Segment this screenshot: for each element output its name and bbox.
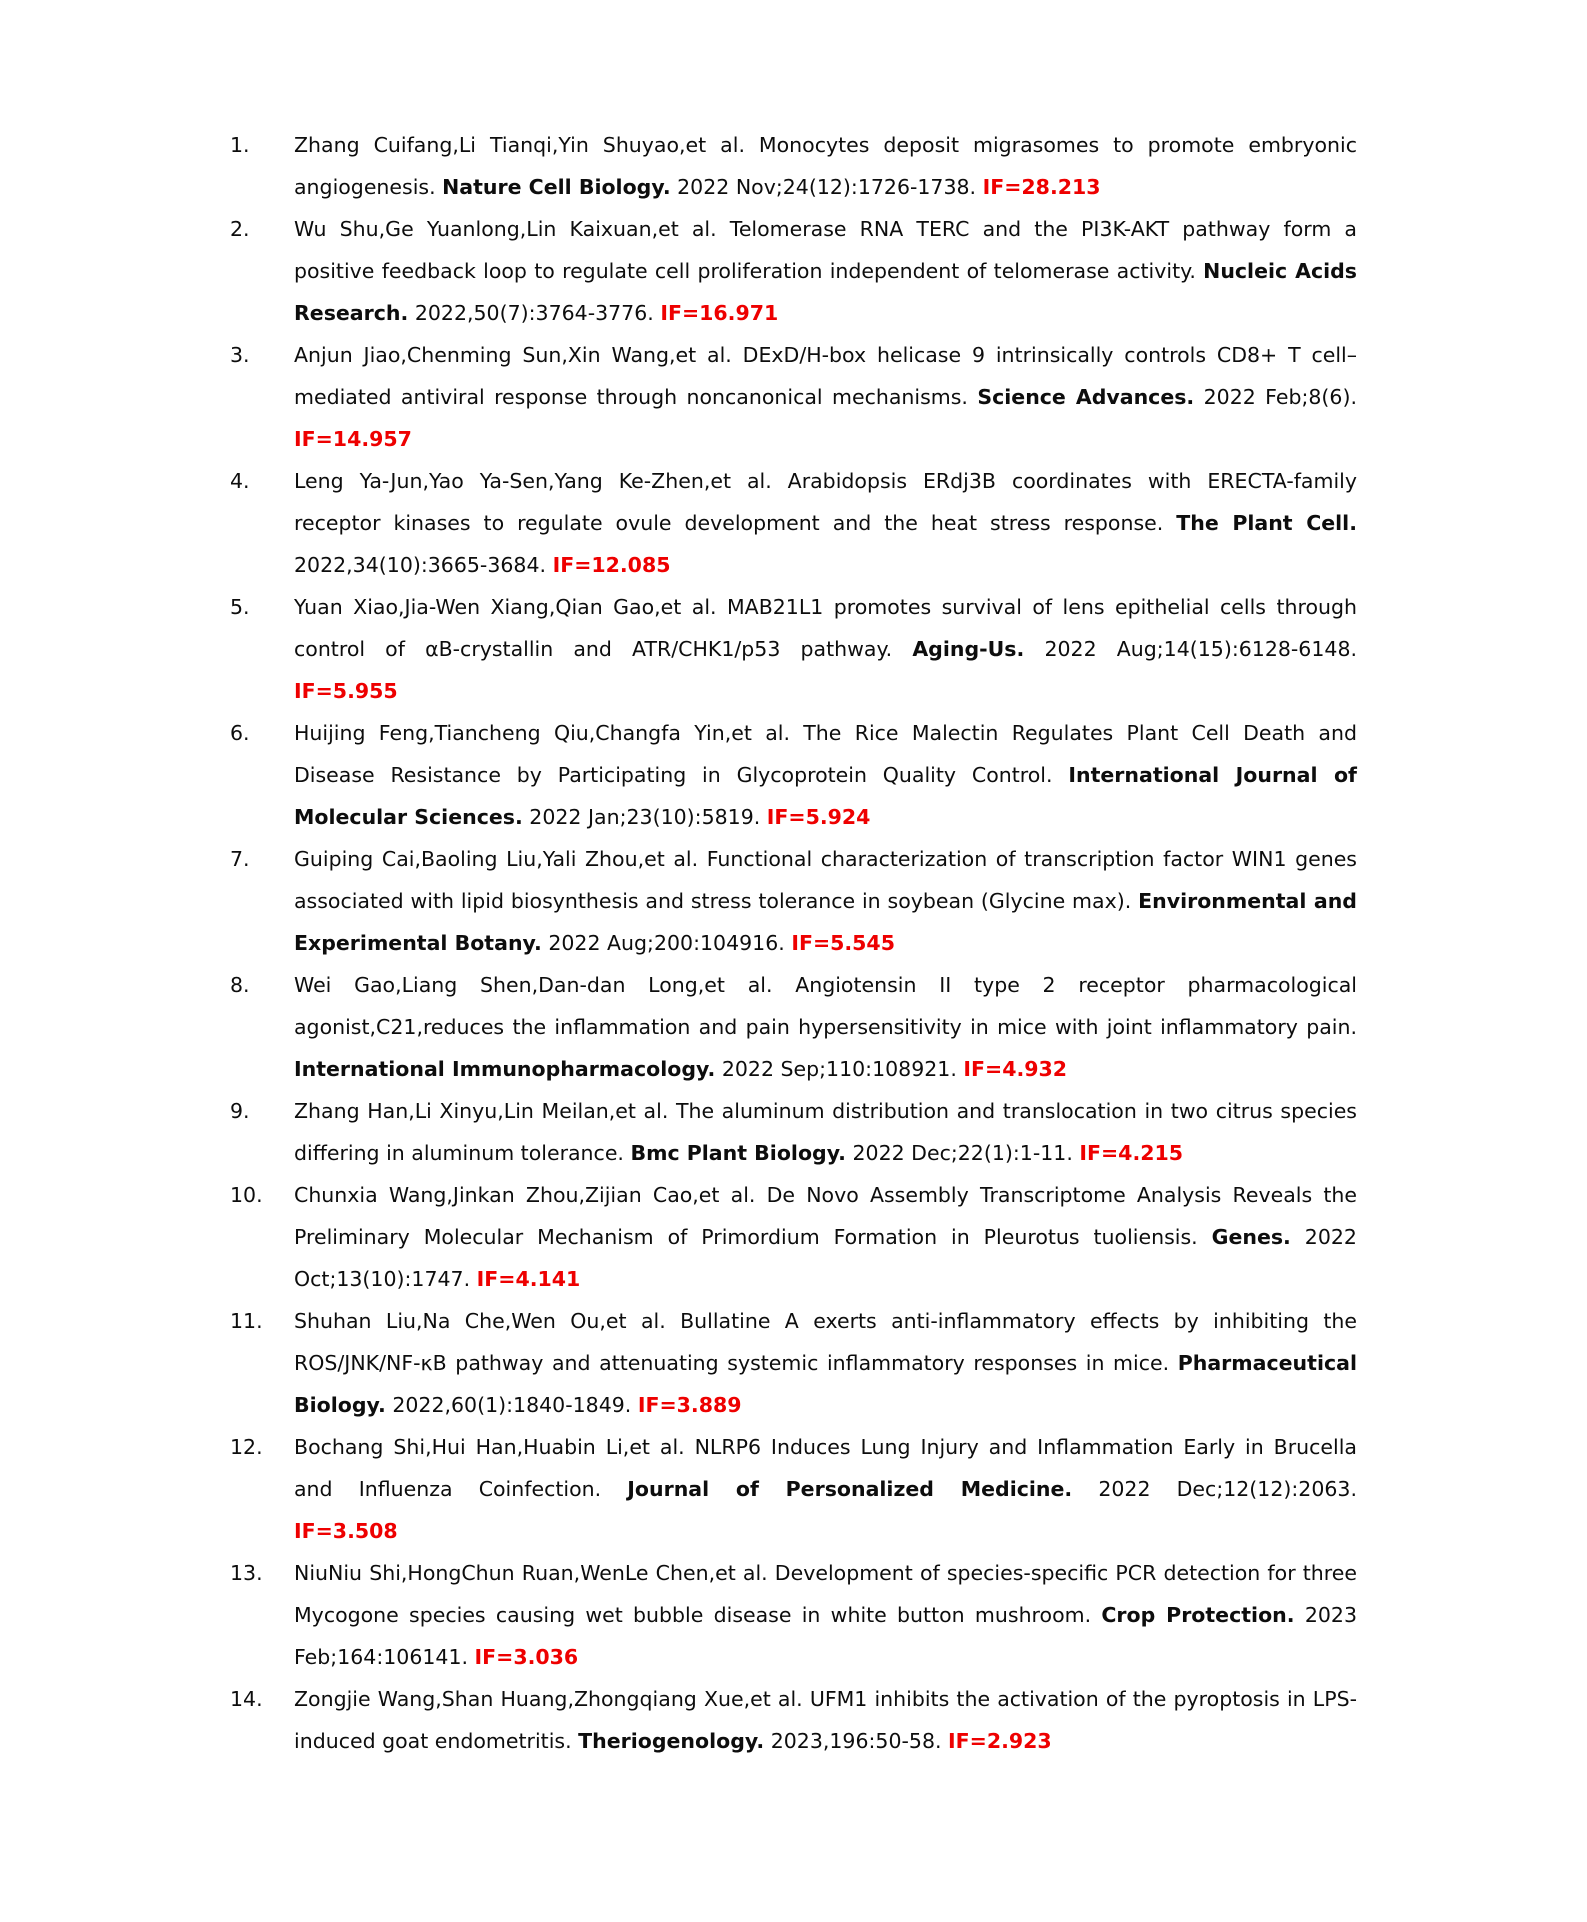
citation-body — [294, 712, 1357, 838]
citation-body — [294, 586, 1357, 712]
impact-factor: IF=12.085 — [552, 553, 671, 577]
citation-text: NiuNiu Shi,HongChun Ruan,WenLe Chen,et al. Development of species-specific PCR detection for three Mycogone species causing wet bubble disease in white button mushroom. — [294, 1561, 1357, 1627]
citation-number: 12. — [230, 1435, 263, 1459]
journal-name: Nature Cell Biology. — [442, 175, 671, 199]
citation-body — [294, 1426, 1357, 1552]
citation-body — [294, 1552, 1357, 1678]
citation-item — [230, 1174, 1357, 1300]
citation-number: 13. — [230, 1561, 263, 1585]
impact-factor: IF=3.889 — [637, 1393, 742, 1417]
citation-body — [294, 838, 1357, 964]
citation-item — [230, 334, 1357, 460]
citation-body — [294, 1300, 1357, 1426]
citation-text: Zhang Han,Li Xinyu,Lin Meilan,et al. The aluminum distribution and translocation in two citrus species differing in aluminum tolerance. — [294, 1099, 1357, 1165]
journal-name: International Immunopharmacology. — [294, 1057, 716, 1081]
citation-body — [294, 460, 1357, 586]
journal-name: Journal of Personalized Medicine. — [627, 1477, 1073, 1501]
impact-factor: IF=4.215 — [1079, 1141, 1184, 1165]
citation-number: 5. — [230, 595, 250, 619]
citation-number: 6. — [230, 721, 250, 745]
citation-details: 2022,34(10):3665-3684. — [294, 553, 547, 577]
citation-details: 2022,50(7):3764-3776. — [414, 301, 654, 325]
citation-details: 2022 Nov;24(12):1726-1738. — [677, 175, 977, 199]
citation-text: Wu Shu,Ge Yuanlong,Lin Kaixuan,et al. Telomerase RNA TERC and the PI3K-AKT pathway form a positive feedback loop to regulate cell proliferation independent of telomerase activity. — [294, 217, 1357, 283]
citation-number: 4. — [230, 469, 250, 493]
citation-text: Chunxia Wang,Jinkan Zhou,Zijian Cao,et al. De Novo Assembly Transcriptome Analysis Reveals the Preliminary Molecular Mechanism of Primordium Formation in Pleurotus tuoliensis. — [294, 1183, 1357, 1249]
citation-details: 2022 Oct;13(10):1747. — [294, 1225, 1357, 1291]
citation-item — [230, 1426, 1357, 1552]
citation-text: Huijing Feng,Tiancheng Qiu,Changfa Yin,et al. The Rice Malectin Regulates Plant Cell Death and Disease Resistance by Participating in Glycoprotein Quality Control. — [294, 721, 1357, 787]
citation-details: 2022 Jan;23(10):5819. — [529, 805, 761, 829]
journal-name: Bmc Plant Biology. — [630, 1141, 846, 1165]
impact-factor: IF=4.932 — [963, 1057, 1068, 1081]
citation-item — [230, 964, 1357, 1090]
citation-item — [230, 712, 1357, 838]
citation-item — [230, 838, 1357, 964]
journal-name: The Plant Cell. — [1176, 511, 1357, 535]
citation-number: 11. — [230, 1309, 263, 1333]
citation-number: 9. — [230, 1099, 250, 1123]
impact-factor: IF=5.924 — [766, 805, 871, 829]
impact-factor: IF=16.971 — [660, 301, 779, 325]
citation-text: Anjun Jiao,Chenming Sun,Xin Wang,et al. DExD/H-box helicase 9 intrinsically controls CD8+ T cell–mediated antiviral response through noncanonical mechanisms. — [294, 343, 1357, 409]
journal-name: Nucleic Acids Research. — [294, 259, 1357, 325]
citation-details: 2023,196:50-58. — [770, 1729, 942, 1753]
citation-item — [230, 586, 1357, 712]
citation-number: 7. — [230, 847, 250, 871]
citation-item — [230, 460, 1357, 586]
citation-body — [294, 1090, 1357, 1174]
citation-details: 2022 Feb;8(6). — [1203, 385, 1357, 409]
citation-number: 10. — [230, 1183, 263, 1207]
journal-name: Crop Protection. — [1101, 1603, 1295, 1627]
citation-item — [230, 1552, 1357, 1678]
citation-body — [294, 964, 1357, 1090]
impact-factor: IF=5.545 — [791, 931, 895, 955]
citation-body — [294, 334, 1357, 460]
citation-item — [230, 1090, 1357, 1174]
citation-number: 1. — [230, 133, 250, 157]
citation-body — [294, 124, 1357, 208]
citation-body — [294, 1174, 1357, 1300]
impact-factor: IF=28.213 — [982, 175, 1101, 199]
citation-number: 2. — [230, 217, 250, 241]
citation-list — [230, 124, 1357, 1762]
citation-text: Guiping Cai,Baoling Liu,Yali Zhou,et al. Functional characterization of transcription factor WIN1 genes associated with lipid biosynthesis and stress tolerance in soybean (Glycine max). — [294, 847, 1357, 913]
citation-item — [230, 1300, 1357, 1426]
impact-factor: IF=3.508 — [294, 1519, 398, 1543]
citation-text: Zongjie Wang,Shan Huang,Zhongqiang Xue,et al. UFM1 inhibits the activation of the pyroptosis in LPS-induced goat endometritis. — [294, 1687, 1357, 1753]
citation-body — [294, 208, 1357, 334]
journal-name: Pharmaceutical Biology. — [294, 1351, 1357, 1417]
citation-text: Wei Gao,Liang Shen,Dan-dan Long,et al. Angiotensin II type 2 receptor pharmacological agonist,C21,reduces the inflammation and pain hypersensitivity in mice with joint inflammatory pain. — [294, 973, 1357, 1039]
citation-number: 14. — [230, 1687, 263, 1711]
citation-details: 2023 Feb;164:106141. — [294, 1603, 1357, 1669]
journal-name: Science Advances. — [977, 385, 1195, 409]
citation-item — [230, 124, 1357, 208]
impact-factor: IF=14.957 — [294, 427, 412, 451]
impact-factor: IF=3.036 — [474, 1645, 579, 1669]
impact-factor: IF=4.141 — [476, 1267, 581, 1291]
citation-details: 2022,60(1):1840-1849. — [392, 1393, 632, 1417]
journal-name: Genes. — [1211, 1225, 1291, 1249]
citation-details: 2022 Sep;110:108921. — [721, 1057, 957, 1081]
citation-text: Bochang Shi,Hui Han,Huabin Li,et al. NLRP6 Induces Lung Injury and Inflammation Early in Brucella and Influenza Coinfection. — [294, 1435, 1357, 1501]
impact-factor: IF=5.955 — [294, 679, 398, 703]
citation-details: 2022 Aug;200:104916. — [548, 931, 785, 955]
citation-text: Shuhan Liu,Na Che,Wen Ou,et al. Bullatine A exerts anti-inflammatory effects by inhibiting the ROS/JNK/NF-κB pathway and attenuating systemic inflammatory responses in mice. — [294, 1309, 1357, 1375]
citation-number: 8. — [230, 973, 250, 997]
journal-name: Theriogenology. — [578, 1729, 765, 1753]
citation-number: 3. — [230, 343, 250, 367]
impact-factor: IF=2.923 — [948, 1729, 1052, 1753]
citation-item — [230, 1678, 1357, 1762]
citation-text: Zhang Cuifang,Li Tianqi,Yin Shuyao,et al. Monocytes deposit migrasomes to promote embryonic angiogenesis. — [294, 133, 1357, 199]
citation-text: Leng Ya-Jun,Yao Ya-Sen,Yang Ke-Zhen,et al. Arabidopsis ERdj3B coordinates with ERECTA-family receptor kinases to regulate ovule development and the heat stress response. — [294, 469, 1357, 535]
citation-body — [294, 1678, 1357, 1762]
journal-name: International Journal of Molecular Sciences. — [294, 763, 1357, 829]
citation-details: 2022 Aug;14(15):6128-6148. — [1044, 637, 1357, 661]
citation-text: Yuan Xiao,Jia-Wen Xiang,Qian Gao,et al. MAB21L1 promotes survival of lens epithelial cells through control of αB-crystallin and ATR/CHK1/p53 pathway. — [294, 595, 1357, 661]
citation-details: 2022 Dec;22(1):1-11. — [852, 1141, 1073, 1165]
citation-details: 2022 Dec;12(12):2063. — [1098, 1477, 1357, 1501]
journal-name: Environmental and Experimental Botany. — [294, 889, 1357, 955]
journal-name: Aging-Us. — [912, 637, 1025, 661]
citation-item — [230, 208, 1357, 334]
